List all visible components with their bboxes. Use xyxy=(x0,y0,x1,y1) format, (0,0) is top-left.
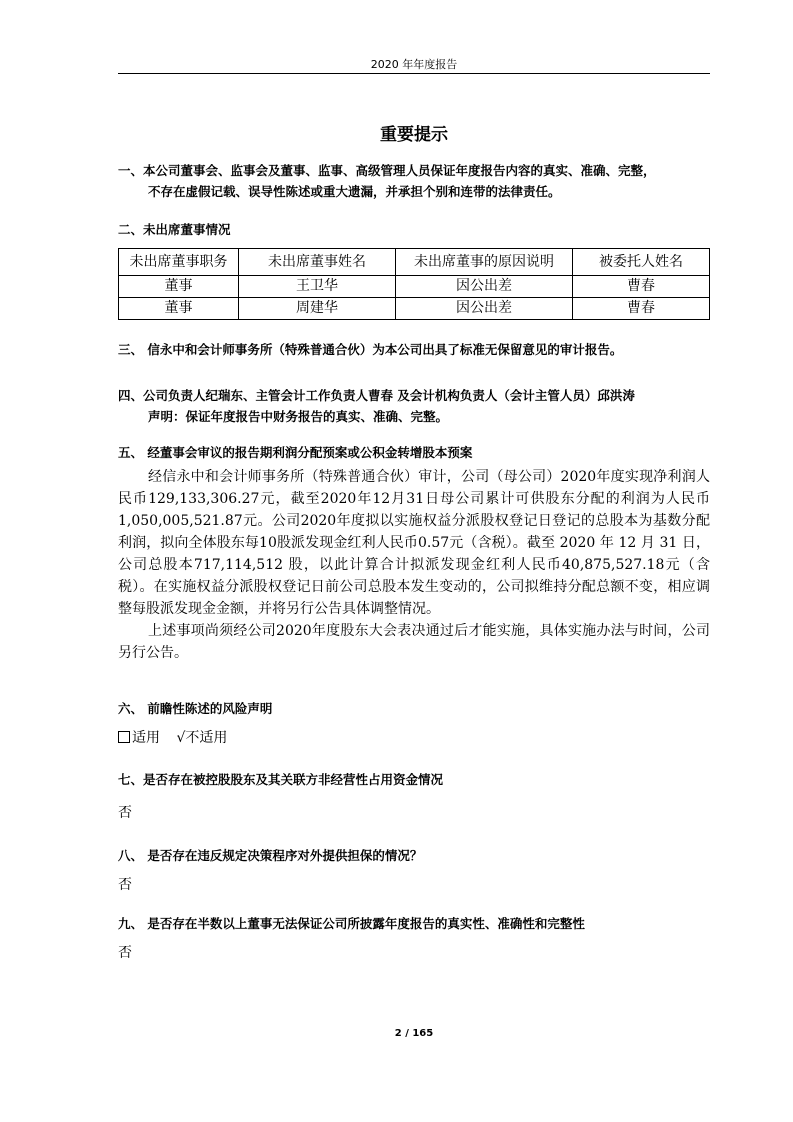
section-6-heading: 六、 前瞻性陈述的风险声明 xyxy=(118,701,273,716)
table-cell: 曹春 xyxy=(573,276,710,298)
check-mark-icon: √ xyxy=(176,730,186,746)
table-row xyxy=(119,276,710,298)
section-5-heading: 五、 经董事会审议的报告期利润分配预案或公积金转增股本预案 xyxy=(118,445,473,460)
section-5-body xyxy=(118,466,710,664)
section-1-line2: 不存在虚假记载、误导性陈述或重大遗漏，并承担个别和连带的法律责任。 xyxy=(148,184,561,199)
page-header: 2020 年年度报告 xyxy=(370,58,458,71)
section-4 xyxy=(118,385,718,427)
section-8-heading: 八、 是否存在违反规定决策程序对外提供担保的情况？ xyxy=(118,848,423,863)
header-divider xyxy=(118,73,710,74)
section-4-line1: 四、公司负责人纪瑞东、主管会计工作负责人曹春 及会计机构负责人（会计主管人员）邱洪涛 xyxy=(118,388,635,403)
table-cell: 因公出差 xyxy=(396,298,573,320)
option-not-applicable: 不适用 xyxy=(185,730,228,746)
table-header-cell: 被委托人姓名 xyxy=(573,249,710,276)
page-title: 重要提示 xyxy=(380,125,448,145)
section-1-line1: 一、本公司董事会、监事会及董事、监事、高级管理人员保证年度报告内容的真实、准确、完整， xyxy=(118,163,656,178)
shareholder-meeting-paragraph: 上述事项尚须经公司2020年度股东大会表决通过后才能实施，具体实施办法与时间，公司另行公告。 xyxy=(118,623,710,661)
table-cell: 董事 xyxy=(119,276,239,298)
option-applicable: 适用 xyxy=(132,730,160,746)
table-header-cell: 未出席董事职务 xyxy=(119,249,239,276)
table-header-cell: 未出席董事的原因说明 xyxy=(396,249,573,276)
empty-checkbox-icon xyxy=(118,731,130,743)
section-1 xyxy=(118,160,718,202)
table-cell: 董事 xyxy=(119,298,239,320)
section-4-line2: 声明：保证年度报告中财务报告的真实、准确、完整。 xyxy=(148,409,449,424)
table-cell: 王卫华 xyxy=(239,276,396,298)
absent-directors-table xyxy=(118,248,710,320)
section-7-answer: 否 xyxy=(118,805,132,821)
section-9-heading: 九、 是否存在半数以上董事无法保证公司所披露年度报告的真实性、准确性和完整性 xyxy=(118,916,585,931)
section-8-answer: 否 xyxy=(118,877,132,893)
table-cell: 因公出差 xyxy=(396,276,573,298)
table-header-row xyxy=(119,249,710,276)
table-cell: 周建华 xyxy=(239,298,396,320)
table-cell: 曹春 xyxy=(573,298,710,320)
profit-distribution-paragraph: 经信永中和会计师事务所（特殊普通合伙）审计，公司（母公司）2020年度实现净利润人民币129,133,306.27元，截至2020年12月31日母公司累计可供股东分配的利润为人民币1,050,005,521.87元。公司2020年度拟以实施权益分派股权登记日登记的总股本为基数分配利润，拟向全体股东每10股派发现金红利人民币0.57元（含税）。截至 2020 年 12 月 31 日，公司总股本717,114,512 股，以此计算合计拟派发现金红利人民币40,875,527.18元（含税）。在实施权益分派股权登记日前公司总股本发生变动的，公司拟维持分配总额不变，相应调整每股派发现金金额，并将另行公告具体调整情况。 xyxy=(118,469,710,617)
table-header-cell: 未出席董事姓名 xyxy=(239,249,396,276)
section-7-heading: 七、是否存在被控股股东及其关联方非经营性占用资金情况 xyxy=(118,772,444,787)
table-row xyxy=(119,298,710,320)
section-2-heading: 二、未出席董事情况 xyxy=(118,222,231,237)
page-number: 2 / 165 xyxy=(394,1028,434,1039)
section-9-answer: 否 xyxy=(118,945,132,961)
applicability-options xyxy=(118,727,227,747)
section-3: 三、 信永中和会计师事务所（特殊普通合伙）为本公司出具了标准无保留意见的审计报告。 xyxy=(118,342,623,357)
